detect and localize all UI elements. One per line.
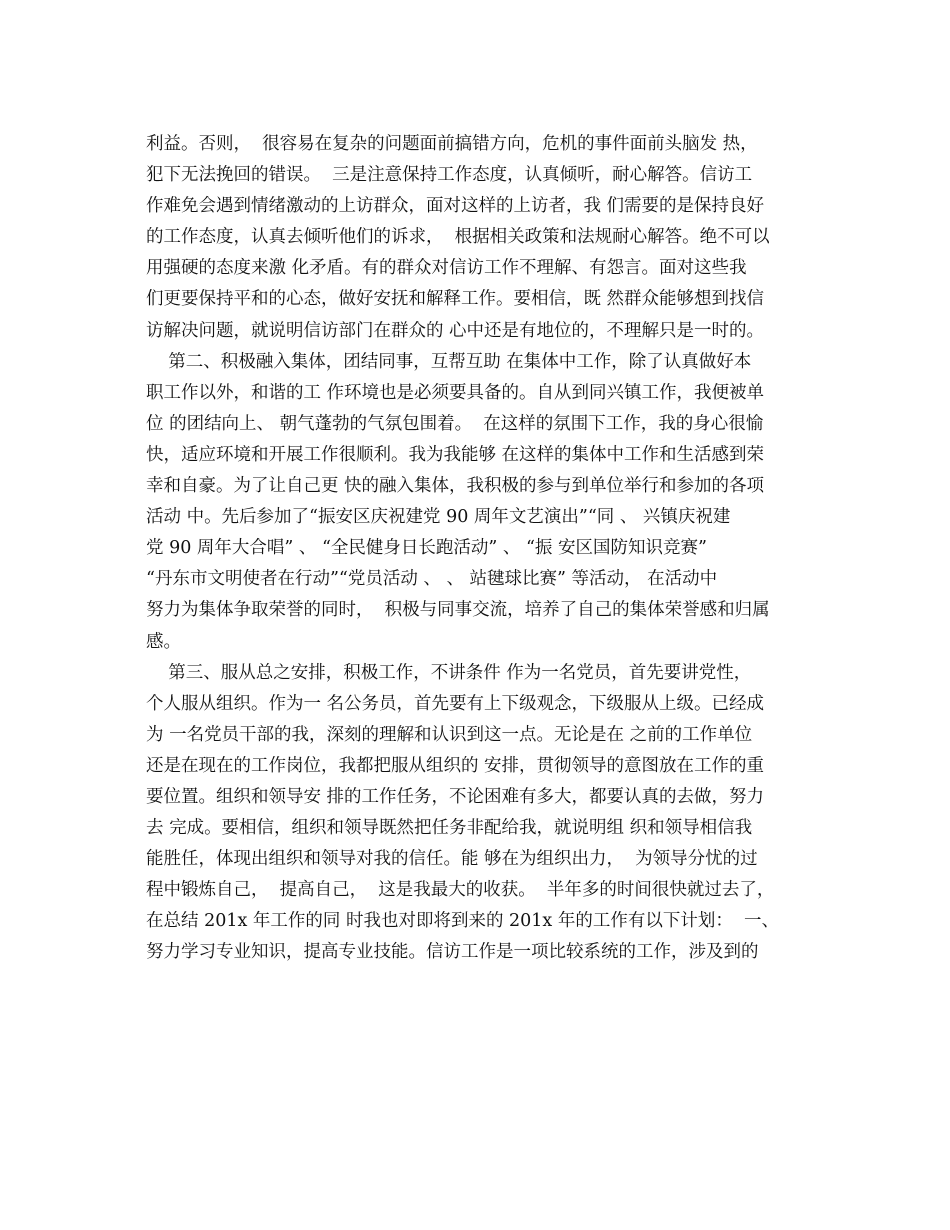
text-line: 感。 [146,631,181,652]
text-line: 党 90 周年大合唱” 、 “全民健身日长跑活动” 、 “振 安区国防知识竞赛” [146,538,707,559]
text-line: 还是在现在的工作岗位，我都把服从组织的 安排，贯彻领导的意图放在工作的重 [146,755,765,776]
text-line: 位 的团结向上、 朝气蓬勃的气氛包围着。 在这样的氛围下工作，我的身心很愉 [146,413,764,434]
text-line: 努力为集体争取荣誉的同时， 积极与同事交流，培养了自己的集体荣誉感和归属 [146,600,770,621]
text-line: 用强硬的态度来激 化矛盾。有的群众对信访工作不理解、有怨言。面对这些我 [146,258,747,279]
text-line: 活动 中。先后参加了“振安区庆祝建党 90 周年文艺演出”“同 、 兴镇庆祝建 [146,507,731,528]
text-line: 要位置。组织和领导安 排的工作任务，不论困难有多大，都要认真的去做，努力 [146,786,765,807]
text-line: 们更要保持平和的心态，做好安抚和解释工作。要相信，既 然群众能够想到找信 [146,289,765,310]
text-line: 职工作以外，和谐的工 作环境也是必须要具备的。自从到同兴镇工作，我便被单 [146,382,765,403]
text-line: 在总结 201x 年工作的同 时我也对即将到来的 201x 年的工作有以下计划： 一、 [146,911,779,932]
text-line: 利益。否则， 很容易在复杂的问题面前搞错方向，危机的事件面前头脑发 热， [146,134,758,154]
text-line: 的工作态度，认真去倾听他们的诉求， 根据相关政策和法规耐心解答。绝不可以 [146,227,770,248]
text-line: 快，适应环境和开展工作很顺利。我为我能够 在这样的集体中工作和生活感到荣 [146,444,765,465]
text-line: 犯下无法挽回的错误。 三是注意保持工作态度，认真倾听，耐心解答。信访工 [146,165,753,186]
text-line: 个人服从组织。作为一 名公务员，首先要有上下级观念，下级服从上级。已经成 [146,693,765,714]
text-line: 访解决问题，就说明信访部门在群众的 心中还是有地位的，不理解只是一时的。 [146,320,765,341]
text-line: 程中锻炼自己， 提高自己， 这是我最大的收获。 半年多的时间很快就过去了， [146,880,775,901]
text-line: 第二、积极融入集体，团结同事，互帮互助 在集体中工作，除了认真做好本 [146,351,752,372]
text-line: 幸和自豪。为了让自己更 快的融入集体，我积极的参与到单位举行和参加的各项 [146,476,765,497]
text-line: “丹东市文明使者在行动”“党员活动 、 、 站毽球比赛” 等活动， 在活动中 [146,569,718,590]
text-line: 努力学习专业知识，提高专业技能。信访工作是一项比较系统的工作，涉及到的 [146,942,759,963]
text-line: 能胜任，体现出组织和领导对我的信任。能 够在为组织出力， 为领导分忧的过 [146,849,758,870]
text-line: 为 一名党员干部的我，深刻的理解和认识到这一点。无论是在 之前的工作单位 [146,724,753,745]
body-text [146,129,806,969]
text-line: 作难免会遇到情绪激动的上访群众，面对这样的上访者，我 们需要的是保持良好 [146,196,765,217]
text-line: 第三、服从总之安排，积极工作，不讲条件 作为一名党员，首先要讲党性， [146,662,752,683]
text-line: 去 完成。要相信，组织和领导既然把任务非配给我，就说明组 织和领导相信我 [146,818,753,839]
